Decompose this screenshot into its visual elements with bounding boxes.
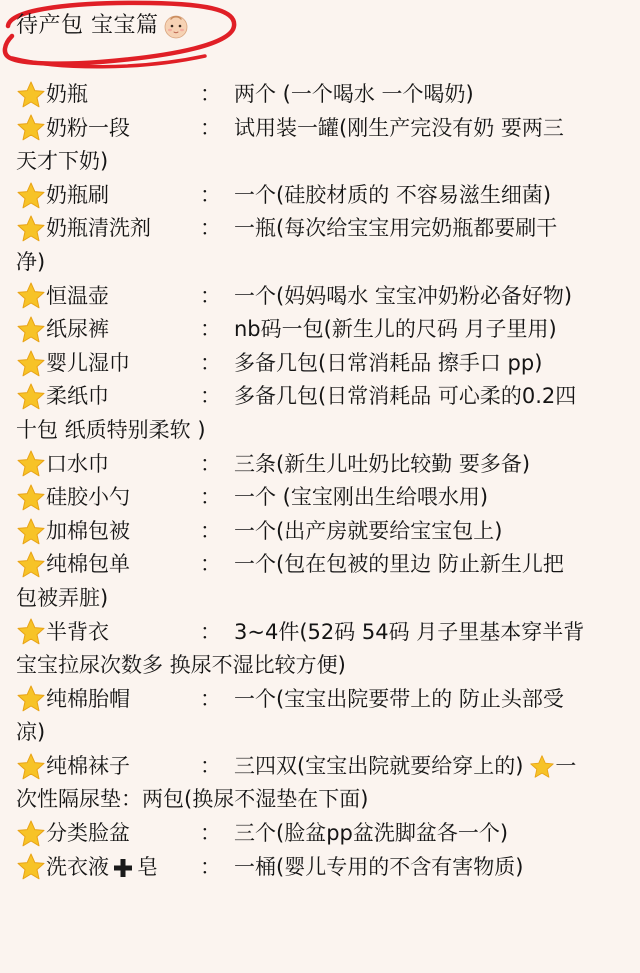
item-name-part-a: 洗衣液 xyxy=(46,854,109,879)
item-colon: ： xyxy=(200,619,221,644)
star-icon xyxy=(16,214,46,244)
title-row xyxy=(16,6,189,46)
star-icon xyxy=(16,281,46,311)
item-desc: 一个(妈妈喝水 宝宝冲奶粉必备好物) xyxy=(234,283,573,308)
item-name: 半背衣 xyxy=(46,619,109,644)
list-item xyxy=(16,616,628,650)
item-desc-cont: 包被弄脏) xyxy=(16,585,109,610)
star-icon xyxy=(16,819,46,849)
item-desc: 一个(包在包被的里边 防止新生儿把 xyxy=(234,552,564,577)
list-item xyxy=(16,313,628,347)
item-colon: ： xyxy=(200,686,221,711)
item-desc: 两个 (一个喝水 一个喝奶) xyxy=(234,82,474,106)
item-name: 奶粉一段 xyxy=(46,115,130,140)
item-name: 纯棉袜子 xyxy=(46,753,130,778)
item-desc: 一个(出产房就要给宝宝包上) xyxy=(234,518,503,543)
star-icon xyxy=(16,449,46,479)
item-desc: 一桶(婴儿专用的不含有害物质) xyxy=(234,854,524,879)
item-colon: ： xyxy=(200,753,221,778)
list-item xyxy=(16,179,628,213)
item-colon: ： xyxy=(200,350,221,375)
star-icon xyxy=(16,550,46,580)
item-name: 奶瓶清洗剂 xyxy=(46,216,151,241)
baby-face-icon xyxy=(163,13,189,39)
item-desc: 一个 (宝宝刚出生给喂水用) xyxy=(234,485,489,510)
page-title: 待产包 宝宝篇 xyxy=(16,13,159,38)
item-desc-after-star: 一 xyxy=(555,753,577,778)
item-name: 纸尿裤 xyxy=(46,317,109,342)
item-desc: 三个(脸盆pp盆洗脚盆各一个) xyxy=(234,821,509,846)
item-desc-cont: 天才下奶) xyxy=(16,149,109,174)
item-colon: ： xyxy=(200,283,221,308)
item-colon: ： xyxy=(200,518,221,543)
star-icon xyxy=(16,382,46,412)
list-item xyxy=(16,548,628,582)
item-desc: 3~4件(52码 54码 月子里基本穿半背 xyxy=(234,619,585,644)
list-item-continuation xyxy=(16,145,628,179)
list-item-continuation xyxy=(16,783,628,817)
item-name: 奶瓶刷 xyxy=(46,182,109,207)
star-icon xyxy=(16,852,46,882)
star-icon xyxy=(16,181,46,211)
list-item xyxy=(16,212,628,246)
item-name: 婴儿湿巾 xyxy=(46,350,130,375)
item-desc: 一个(硅胶材质的 不容易滋生细菌) xyxy=(234,182,552,207)
star-icon xyxy=(16,349,46,379)
item-colon: ： xyxy=(200,216,221,241)
list-item-continuation xyxy=(16,582,628,616)
list-item xyxy=(16,448,628,482)
item-desc-cont: 宝宝拉尿次数多 换尿不湿比较方便) xyxy=(16,653,346,678)
list-item xyxy=(16,851,628,885)
item-colon: ： xyxy=(200,82,221,106)
list-item xyxy=(16,380,628,414)
item-desc: 三四双(宝宝出院就要给穿上的) xyxy=(234,753,524,778)
item-name xyxy=(46,851,200,885)
item-desc-cont: 净) xyxy=(16,249,46,274)
star-icon xyxy=(16,483,46,513)
item-name: 口水巾 xyxy=(46,451,109,476)
star-icon xyxy=(16,752,46,782)
item-desc: 三条(新生儿吐奶比较勤 要多备) xyxy=(234,451,531,476)
star-icon xyxy=(16,517,46,547)
item-colon: ： xyxy=(200,451,221,476)
star-icon xyxy=(16,315,46,345)
list-item-continuation xyxy=(16,246,628,280)
item-name: 奶瓶 xyxy=(46,82,88,106)
item-colon: ： xyxy=(200,182,221,207)
list-item xyxy=(16,683,628,717)
item-name-part-b: 皂 xyxy=(137,854,158,879)
item-name: 柔纸巾 xyxy=(46,384,109,409)
item-name: 硅胶小勺 xyxy=(46,485,130,510)
item-colon: ： xyxy=(200,384,221,409)
item-desc: 一个(宝宝出院要带上的 防止头部受 xyxy=(234,686,564,711)
list-item xyxy=(16,78,628,112)
list-item-continuation xyxy=(16,414,628,448)
list-item-continuation xyxy=(16,716,628,750)
heavy-plus-icon xyxy=(113,858,133,878)
item-desc: nb码一包(新生儿的尺码 月子里用) xyxy=(234,317,557,342)
item-desc: 多备几包(日常消耗品 可心柔的0.2四 xyxy=(234,384,577,409)
item-list xyxy=(16,78,628,884)
item-desc: 多备几包(日常消耗品 擦手口 pp) xyxy=(234,350,543,375)
list-item xyxy=(16,112,628,146)
list-item xyxy=(16,750,628,784)
star-icon xyxy=(16,684,46,714)
star-icon xyxy=(16,80,46,110)
item-desc-cont: 次性隔尿垫：两包(换尿不湿垫在下面) xyxy=(16,787,369,812)
item-desc-cont: 凉) xyxy=(16,720,46,745)
item-name: 分类脸盆 xyxy=(46,821,130,846)
item-desc: 试用装一罐(刚生产完没有奶 要两三 xyxy=(234,115,564,140)
item-desc-cont: 十包 纸质特别柔软 ) xyxy=(16,417,206,442)
list-item xyxy=(16,817,628,851)
item-desc: 一瓶(每次给宝宝用完奶瓶都要刷干 xyxy=(234,216,558,241)
item-colon: ： xyxy=(200,485,221,510)
star-icon xyxy=(529,754,555,780)
item-colon: ： xyxy=(200,854,221,879)
list-item xyxy=(16,280,628,314)
item-colon: ： xyxy=(200,821,221,846)
item-colon: ： xyxy=(200,317,221,342)
list-item xyxy=(16,347,628,381)
item-name: 纯棉包单 xyxy=(46,552,130,577)
star-icon xyxy=(16,113,46,143)
star-icon xyxy=(16,617,46,647)
item-colon: ： xyxy=(200,552,221,577)
item-name: 加棉包被 xyxy=(46,518,130,543)
item-name: 恒温壶 xyxy=(46,283,109,308)
list-item xyxy=(16,515,628,549)
circle-tail xyxy=(12,56,205,67)
list-item xyxy=(16,481,628,515)
list-item-continuation xyxy=(16,649,628,683)
item-colon: ： xyxy=(200,115,221,140)
item-name: 纯棉胎帽 xyxy=(46,686,130,711)
